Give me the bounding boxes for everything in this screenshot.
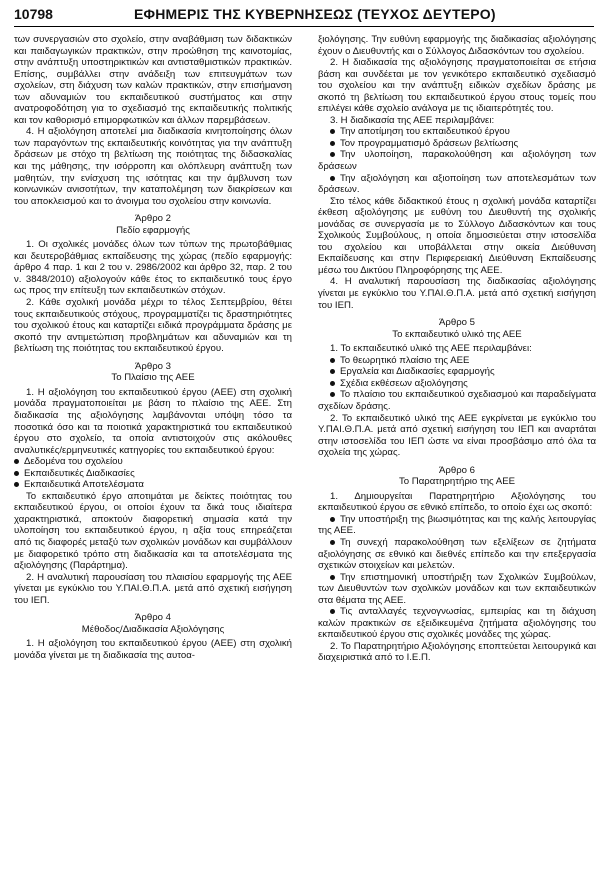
paragraph: 1. Οι σχολικές μονάδες όλων των τύπων της πρωτοβάθμιας και δευτεροβάθμιας εκπαίδευσης της χώρας (πεδίο εφαρμογής: άρθρο 4 παρ. 1 και 2 του ν. 2986/2002 και άρθρο 32, παρ. 2 του ν. 3848/2010) αξιολογούν κάθε έτος το εκπαιδευτικό τους έργο ως προς την επίτευξη των εκπαιδευτικών στόχων.	[14, 239, 292, 297]
left-column	[14, 34, 292, 661]
bullet-icon	[330, 152, 335, 157]
bullet-item: Σχέδια εκθέσεων αξιολόγησης	[318, 378, 596, 390]
article-title: Πεδίο εφαρμογής	[116, 224, 190, 236]
bullet-icon	[330, 392, 335, 397]
paragraph: 2. Κάθε σχολική μονάδα μέχρι το τέλος Σεπτεμβρίου, θέτει τους εκπαιδευτικούς στόχους, προγραμματίζει τις δραστηριότητες του σχολικού έτους και καταρτίζει ειδικά προγράμματα δράσης με σκοπό την αντιμετώπιση προβλημάτων και αδυναμιών και τη βελτίωση της ποιότητας του εκπαιδευτικού έργου.	[14, 297, 292, 355]
paragraph: 1. Η αξιολόγηση του εκπαιδευτικού έργου (ΑΕΕ) στη σχολική μονάδα γίνεται με τη διαδικασία της αυτοα-	[14, 638, 292, 661]
paragraph: 2. Η αναλυτική παρουσίαση του πλαισίου εφαρμογής της ΑΕΕ γίνεται με εγκύκλιο του Υ.ΠΑΙ.Θ.Π.Α. μετά από σχετική εισήγηση του ΙΕΠ.	[14, 571, 292, 606]
bullet-item: Το πλαίσιο του εκπαιδευτικού σχεδιασμού και παραδείγματα σχεδίων δράσης.	[318, 389, 596, 412]
bullet-item: Τη συνεχή παρακολούθηση των εξελίξεων σε ζητήματα αξιολόγησης σε εθνικό και διεθνές επίπεδο και την επεξεργασία σχετικών στοιχείων και μελετών.	[318, 536, 596, 572]
article-number: Άρθρο 5	[439, 317, 475, 329]
article-number: Άρθρο 3	[135, 360, 171, 372]
right-column	[318, 34, 596, 664]
paragraph: ξιολόγησης. Την ευθύνη εφαρμογής της διαδικασίας αξιολόγησης έχουν ο Διευθυντής και ο Σύλλογος Διδασκόντων του σχολείου.	[318, 34, 596, 57]
paragraph: Το εκπαιδευτικό έργο αποτιμάται με δείκτες ποιότητας του εκπαιδευτικού έργου, οι οποίοι έχουν τα δικά τους ιδιαίτερα χαρακτηριστικά, αποκτούν διαφορετική σημασία κατά την υλοποίηση του εκπαιδευτικού έργου, η αξία τους επηρεάζεται από τις διαφορές μεταξύ των σχολικών μονάδων και συμβάλλουν με διαφορετικό τρόπο στη διαδικασία και τα αποτελέσματα της αξιολόγησης (Παράρτημα).	[14, 490, 292, 572]
bullet-icon	[330, 358, 335, 363]
article-title: Μέθοδος/Διαδικασία Αξιολόγησης	[81, 623, 225, 635]
bullet-item: Την υποστήριξη της βιωσιμότητας και της καλής λειτουργίας της ΑΕΕ.	[318, 513, 596, 537]
bullet-icon	[330, 609, 335, 614]
bullet-item: Τον προγραμματισμό δράσεων βελτίωσης	[318, 138, 596, 150]
article-title: Το Πλαίσιο της ΑΕΕ	[111, 372, 195, 384]
article-number: Άρθρο 4	[135, 612, 171, 624]
bullet-item: Εργαλεία και Διαδικασίες εφαρμογής	[318, 366, 596, 378]
paragraph: 4. Η αξιολόγηση αποτελεί μια διαδικασία κινητοποίησης όλων των παραγόντων της εκπαιδευτικής κοινότητας για την ανάπτυξη δράσεων με στόχο τη βελτίωση της ποιότητας της διδασκαλίας και της μάθησης, την ισόρροπη και ολόπλευρη ανάπτυξη των μαθητών, την ενίσχυση της ισότητας και την άμβλυνση των κοινωνικών ανισοτήτων, την καταπολέμηση των διακρίσεων και του αποκλεισμού και το άνοιγμα του σχολείου στην κοινωνία.	[14, 126, 292, 207]
bullet-icon	[330, 381, 335, 386]
bullet-icon	[330, 369, 335, 374]
bullet-item: Τις ανταλλαγές τεχνογνωσίας, εμπειρίας και τη διάχυση καλών πρακτικών σε εξειδικευμένα ζητήματα αξιολόγησης του εκπαιδευτικού έργου στις σχολικές μονάδες της χώρας.	[318, 606, 596, 641]
paragraph: 1. Η αξιολόγηση του εκπαιδευτικού έργου (ΑΕΕ) στη σχολική μονάδα πραγματοποιείται με βάση το πλαίσιο της ΑΕΕ. Στη διαδικασία της αξιολόγησης λαμβάνονται υπόψη τόσο τα ποσοτικά όσο και τα ποιοτικά χαρακτηριστικά του εκπαιδευτικού έργου στο σχολείο, τα οποία αντιστοιχούν στις ακόλουθες αναλυτικές/ερμηνευτικές κατηγορίες του εκπαιδευτικού έργου:	[14, 386, 292, 456]
bullet-item: Την υλοποίηση, παρακολούθηση και αξιολόγηση των δράσεων	[318, 149, 596, 173]
article-number: Άρθρο 2	[135, 213, 171, 225]
paragraph: 2. Το εκπαιδευτικό υλικό της ΑΕΕ εγκρίνεται με εγκύκλιο του Υ.ΠΑΙ.Θ.Π.Α. μετά από σχετική εισήγηση του ΙΕΠ και αναρτάται στην ιστοσελίδα του ΙΕΠ ώστε να είναι προσβάσιμο από όλα τα σχολεία της χώρας.	[318, 412, 596, 459]
bullet-icon	[14, 471, 19, 476]
page-header	[14, 4, 594, 26]
bullet-item: Δεδομένα του σχολείου	[14, 456, 292, 468]
bullet-icon	[330, 575, 335, 580]
article-title: Το εκπαιδευτικό υλικό της ΑΕΕ	[392, 328, 522, 340]
header-rule	[14, 26, 594, 27]
paragraph: 3. Η διαδικασία της ΑΕΕ περιλαμβάνει:	[330, 114, 495, 126]
bullet-icon	[330, 540, 335, 545]
bullet-icon	[330, 517, 335, 522]
paragraph: 2. Η διαδικασία της αξιολόγησης πραγματοποιείται σε ετήσια βάση και συνδέεται με τον γενικότερο εκπαιδευτικό σχεδιασμό του σχολείου και την ανάπτυξη ειδικών σχεδίων δράσης με σκοπό τη βελτίωση του εκπαιδευτικού έργου στους τομείς που επιλέγει κάθε σχολείο ανάλογα με τις ιδιαιτερότητές του.	[318, 57, 596, 115]
bullet-item: Εκπαιδευτικές Διαδικασίες	[14, 468, 292, 480]
running-title: ΕΦΗΜΕΡΙΣ ΤΗΣ ΚΥΒΕΡΝΗΣΕΩΣ (ΤΕΥΧΟΣ ΔΕΥΤΕΡΟ)	[134, 6, 496, 22]
paragraph: 1. Δημιουργείται Παρατηρητήριο Αξιολόγησης του εκπαιδευτικού έργου σε εθνικό επίπεδο, το οποίο έχει ως σκοπό:	[318, 490, 596, 514]
paragraph: Στο τέλος κάθε διδακτικού έτους η σχολική μονάδα καταρτίζει έκθεση αξιολόγησης με ευθύνη του Διευθυντή της σχολικής μονάδας σε συνεργασία με το Σύλλογο Διδασκόντων και τους Σχολικούς Συμβούλους, η οποία δημοσιεύεται στην ιστοσελίδα του σχολείου και υποβάλλεται στην οικεία Διεύθυνση Εκπαίδευσης και στην Περιφερειακή Διεύθυνση Εκπαίδευσης μέσω του Δικτύου Πληροφόρησης της ΑΕΕ.	[318, 195, 596, 276]
bullet-item: Την αξιολόγηση και αξιοποίηση των αποτελεσμάτων των δράσεων.	[318, 172, 596, 196]
paragraph: 2. Το Παρατηρητήριο Αξιολόγησης εποπτεύεται λειτουργικά και διαχειριστικά από το Ι.Ε.Π.	[318, 640, 596, 664]
article-number: Άρθρο 6	[439, 464, 475, 476]
bullet-item: Την επιστημονική υποστήριξη των Σχολικών Συμβούλων, των Διευθυντών των σχολικών μονάδων και των εκπαιδευτικών στα θέματα της ΑΕΕ.	[318, 571, 596, 606]
bullet-item: Το θεωρητικό πλαίσιο της ΑΕΕ	[318, 355, 596, 367]
paragraph: 1. Το εκπαιδευτικό υλικό της ΑΕΕ περιλαμβάνει:	[330, 343, 532, 355]
bullet-icon	[330, 176, 335, 181]
paragraph: 4. Η αναλυτική παρουσίαση της διαδικασίας αξιολόγησης γίνεται με εγκύκλιο του Υ.ΠΑΙ.Θ.Π.Α. μετά από σχετική εισήγηση του ΙΕΠ.	[318, 276, 596, 311]
article-title: Το Παρατηρητήριο της ΑΕΕ	[399, 476, 515, 488]
bullet-item: Την αποτίμηση του εκπαιδευτικού έργου	[318, 126, 596, 138]
bullet-icon	[330, 141, 335, 146]
bullet-icon	[14, 482, 19, 487]
bullet-icon	[330, 129, 335, 134]
page-number: 10798	[14, 6, 53, 22]
bullet-icon	[14, 459, 19, 464]
bullet-item: Εκπαιδευτικά Αποτελέσματα	[14, 479, 292, 491]
paragraph: των συνεργασιών στο σχολείο, στην αναβάθμιση των διδακτικών και παιδαγωγικών πρακτικών, στην προώθηση της καινοτομίας, στην ανάπτυξη υποστηρικτικών και αντισταθμιστικών πρακτικών. Επίσης, συμβάλλει στην ανάδειξη των επιτευγμάτων των σχολείων, στη διάχυση των καλών πρακτικών, στην επισήμανση των αδυναμιών του εκπαιδευτικού συστήματος και στην ανατροφοδότηση για το σχεδιασμό της εκπαιδευτικής πολιτικής και τον καθορισμό επιμορφωτικών και άλλων παρεμβάσεων.	[14, 34, 292, 126]
